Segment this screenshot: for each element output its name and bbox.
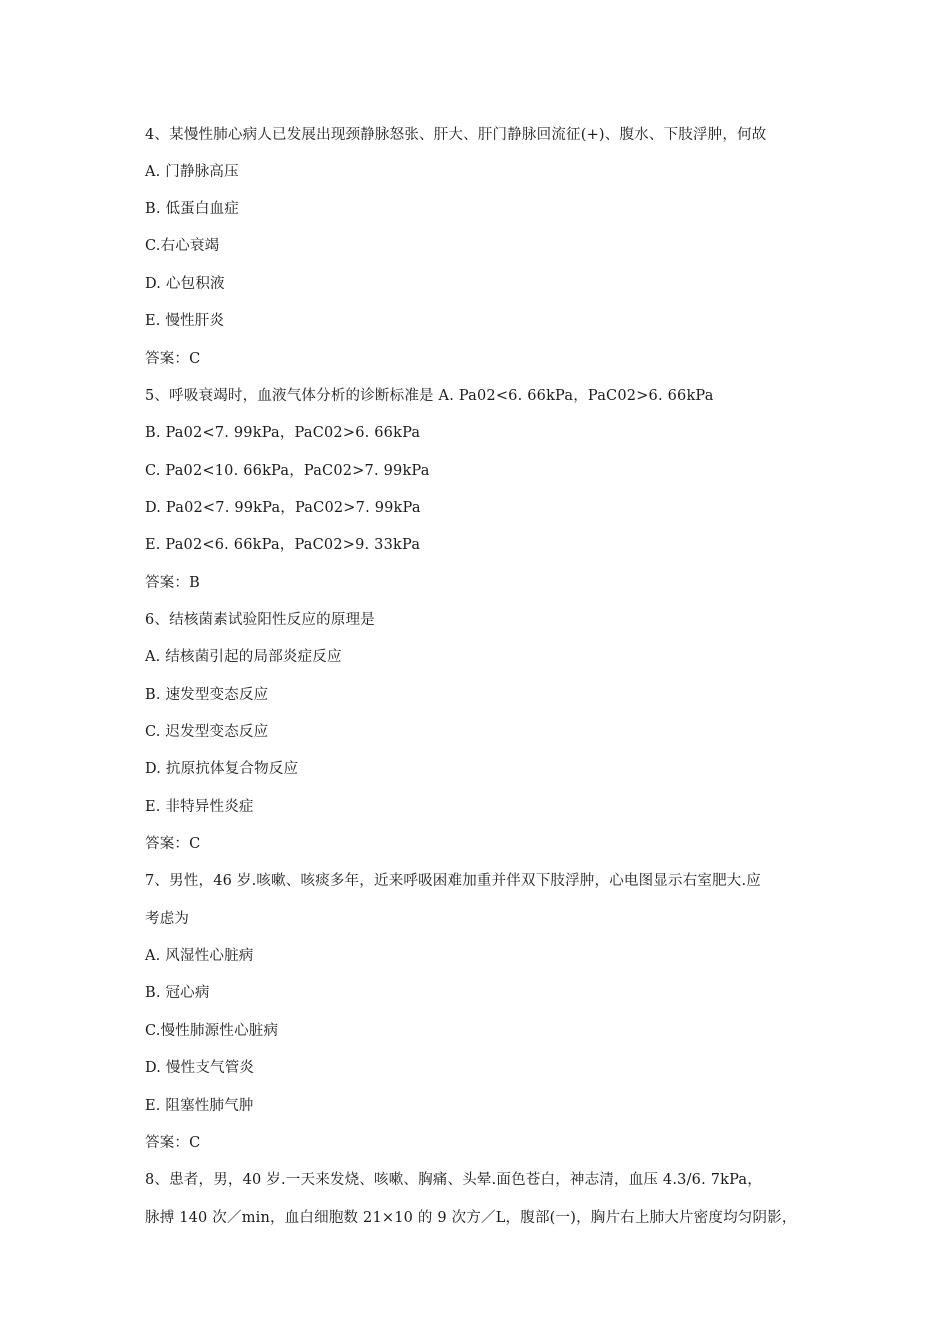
question-4-option-d: D. 心包积液 — [145, 276, 225, 292]
question-5-option-d: D. Pa02<7. 99kPa，PaC02>7. 99kPa — [145, 500, 421, 516]
question-6-option-a: A. 结核菌引起的局部炎症反应 — [145, 649, 342, 665]
question-4-option-e: E. 慢性肝炎 — [145, 313, 225, 329]
question-5-stem: 5、呼吸衰竭时，血液气体分析的诊断标准是 A. Pa02<6. 66kPa，PaC02>6. 66kPa — [145, 388, 714, 404]
question-4-option-a: A. 门静脉高压 — [145, 164, 239, 180]
question-7-option-c: C.慢性肺源性心脏病 — [145, 1023, 279, 1039]
question-4-answer: 答案：C — [145, 351, 201, 367]
question-6-option-d: D. 抗原抗体复合物反应 — [145, 761, 299, 777]
question-7-option-a: A. 风湿性心脏病 — [145, 948, 254, 964]
question-7-stem-cont: 考虑为 — [145, 911, 190, 927]
question-7-option-d: D. 慢性支气管炎 — [145, 1060, 255, 1076]
question-6-option-b: B. 速发型变态反应 — [145, 687, 269, 703]
question-8-stem: 8、患者，男，40 岁.一天来发烧、咳嗽、胸痛、头晕.面色苍白，神志清，血压 4.3/6. 7kPa， — [145, 1172, 762, 1188]
question-7-option-b: B. 冠心病 — [145, 985, 210, 1001]
question-4-stem: 4、某慢性肺心病人已发展出现颈静脉怒张、肝大、肝门静脉回流征(+)、腹水、下肢浮肿，何故 — [145, 127, 767, 143]
question-4-option-b: B. 低蛋白血症 — [145, 201, 239, 217]
question-5-option-e: E. Pa02<6. 66kPa，PaC02>9. 33kPa — [145, 537, 421, 553]
question-7-stem: 7、男性，46 岁.咳嗽、咳痰多年，近来呼吸困难加重并伴双下肢浮肿，心电图显示右室肥大.应 — [145, 873, 761, 889]
question-5-option-b: B. Pa02<7. 99kPa，PaC02>6. 66kPa — [145, 425, 421, 441]
question-7-answer: 答案：C — [145, 1135, 201, 1151]
question-5-answer: 答案：B — [145, 575, 200, 591]
question-6-stem: 6、结核菌素试验阳性反应的原理是 — [145, 612, 375, 628]
question-5-option-c: C. Pa02<10. 66kPa，PaC02>7. 99kPa — [145, 463, 430, 479]
question-6-option-c: C. 迟发型变态反应 — [145, 724, 269, 740]
question-6-option-e: E. 非特异性炎症 — [145, 799, 254, 815]
question-4-option-c: C.右心衰竭 — [145, 238, 220, 254]
question-8-stem-cont: 脉搏 140 次／min，血白细胞数 21×10 的 9 次方／L，腹部(一)，胸片右上肺大片密度均匀阴影， — [145, 1210, 797, 1226]
question-7-option-e: E. 阻塞性肺气肿 — [145, 1098, 254, 1114]
question-6-answer: 答案：C — [145, 836, 201, 852]
